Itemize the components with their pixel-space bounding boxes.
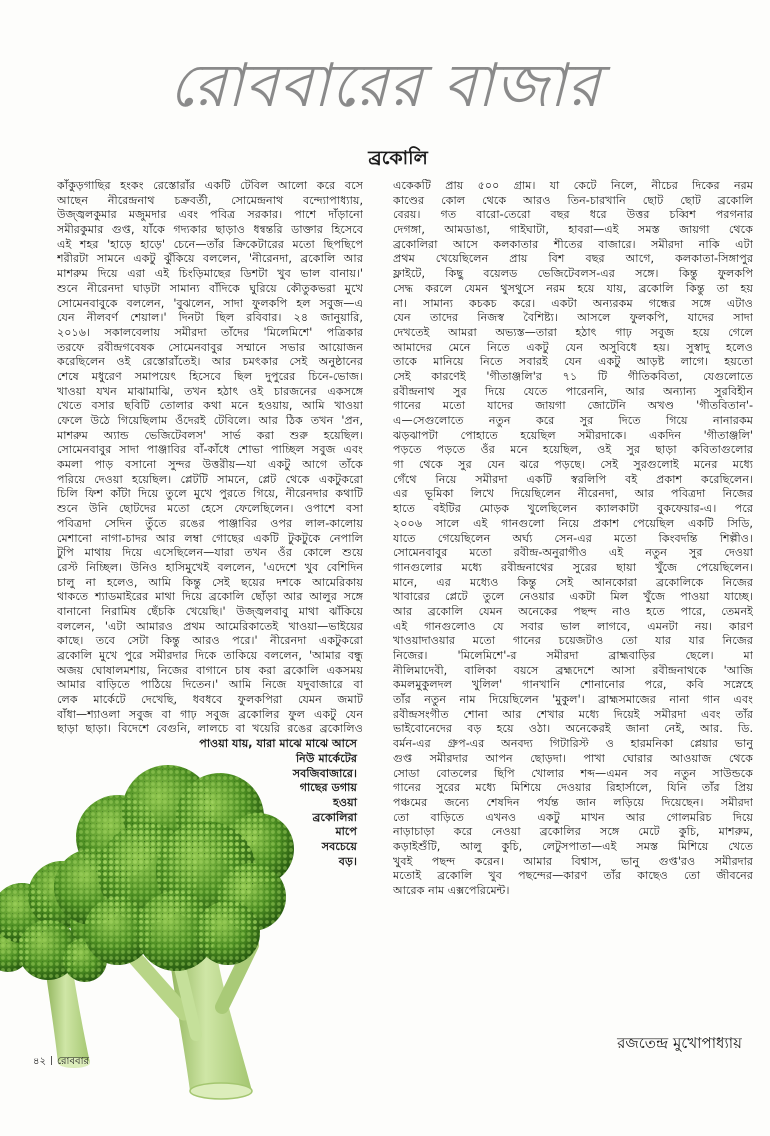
text-line: লেক মার্কেটে দেখেছি, ধবধবে ফুলকপিরা যেমন জমাট bbox=[57, 693, 363, 707]
text-line: রবীন্দ্রসংগীত শোনা আর শেখার মধ্যে দিয়েই সমীরদা এবং তাঁর bbox=[393, 707, 753, 721]
text-line: অজয় ঘোষালমশায়, নিজের বাগানে চাষ করা ব্রকোলি একসময় bbox=[57, 663, 363, 677]
text-line: ঝড়ঝাপটা পোহাতে হয়েছিল সমীরদাকে। একদিন 'গীতাঞ্জলি' bbox=[393, 428, 753, 442]
text-line: বানানো নিরামিষ ছেঁচকি খেয়েছি।' উজ্জ্বলবাবু মাথা ঝাঁকিয়ে bbox=[57, 604, 363, 618]
text-line: পঞ্চমের জন্যে শেষদিন পর্যন্ত জান লড়িয়ে দিয়েছেন। সমীরদা bbox=[393, 795, 753, 809]
text-line: যেন তাদের নিজস্ব বৈশিষ্ট্য। আসলে ফুলকপি, যাদের সাদা bbox=[393, 311, 753, 325]
text-line: সোমেনবাবুর সাদা পাঞ্জাবির বাঁ-কাঁধে শোভা পাচ্ছিল সবুজ এবং bbox=[57, 443, 363, 457]
text-line: সমীরকুমার গুপ্ত, যাঁকে গদ্যকার ছাড়াও ধন্বন্তরি ডাক্তার হিসেবে bbox=[57, 223, 363, 237]
left-column-lines bbox=[57, 179, 363, 737]
text-line: পড়তে পড়তে ওঁর মনে হয়েছিল, ওই সুর ছাড়া কবিতাগুলোর bbox=[393, 443, 753, 457]
text-line: ব্রকোলিরা আসে কলকাতার শীতের বাজারে। সমীরদা নাকি এটা bbox=[393, 237, 753, 251]
text-line: গুপ্ত সমীরদার আপন ছোড়দা। পাখা ঘোরার আওয়াজ থেকে bbox=[393, 751, 753, 765]
text-line: এর ভূমিকা লিখে দিয়েছিলেন নীরেনদা, আর পবিত্রদা নিজের bbox=[393, 487, 753, 501]
text-line: ২০১৬। সকালবেলায় সমীরদা তাঁদের 'মিলেমিশে' পত্রিকার bbox=[57, 325, 363, 339]
text-line: এই গানগুলোও যে সবার ভাল লাগবে, এমনটা নয়। কারণ bbox=[393, 619, 753, 633]
right-column bbox=[393, 179, 753, 899]
text-line: ২০০৬ সালে এই গানগুলো নিয়ে প্রকাশ পেয়েছিল একটি সিডি, bbox=[393, 516, 753, 530]
text-line: সেই কারণেই 'গীতাঞ্জলি'র ৭১ টি গীতিকবিতা, যেগুলোতে bbox=[393, 369, 753, 383]
text-line: বেরয়। গত বারো-তেরো বছর ধরে উত্তর চব্বিশ পরগনার bbox=[393, 208, 753, 222]
text-line-bold: মাপে bbox=[335, 825, 357, 839]
text-line: তরফে রবীন্দ্রগবেষক সোমেনবাবুর সম্মানে সভার আয়োজন bbox=[57, 340, 363, 354]
text-line: একেকটি প্রায় ৫০০ গ্রাম। যা কেটে নিলে, নীচের দিকের নরম bbox=[393, 179, 753, 192]
text-line: কাছে। তবে সেটা কিন্তু আরও পরে।' নীরেনদা একটুকরো bbox=[57, 634, 363, 648]
text-line: খাবারের প্লেটে তুলে নেওয়ার একটা মিল খুঁজে পাওয়া যাচ্ছে। bbox=[393, 590, 753, 604]
text-line: আর ব্রকোলি যেমন অনেকের পছন্দ নাও হতে পারে, তেমনই bbox=[393, 604, 753, 618]
text-line: ব্রকোলি মুখে পুরে সমীরদার দিকে তাকিয়ে বললেন, 'আমার বন্ধু bbox=[57, 649, 363, 662]
text-line: কাণ্ডের কোল থেকে আরও তিন-চারখানি ছোট ছোট ব্রকোলি bbox=[393, 193, 753, 207]
footer-divider bbox=[51, 1056, 52, 1065]
text-line-bold: নিউ মার্কেটের bbox=[295, 751, 357, 765]
text-line: গানগুলোর মধ্যে রবীন্দ্রনাথের সুরের ছায়া খুঁজে পেয়েছিলেন। bbox=[393, 560, 753, 574]
text-line-bold: ব্রকোলিরা bbox=[312, 810, 357, 824]
text-line: দেখতেই আমরা অভ্যস্ত—তারা হঠাৎ গাঢ় সবুজ হয়ে গেলে bbox=[393, 325, 753, 339]
text-line: কমলা পাড় বসানো সুন্দর উত্তরীয়—যা একটু আগে তাঁকে bbox=[57, 458, 363, 472]
text-line: খুবই পছন্দ করেন। আমার বিশ্বাস, ভানু গুপ্ত'রও সমীরদার bbox=[393, 854, 753, 868]
text-line: কড়াইশুঁটি, আলু কুচি, লেটুসপাতা—এই সমস্ত মিশিয়ে খেতে bbox=[393, 839, 753, 853]
text-line: মতোই ব্রকোলি খুব পছন্দের—কারণ তাঁর কাছেও তো জীবনের bbox=[393, 869, 753, 883]
text-line: আছেন নীরেন্দ্রনাথ চক্রবর্তী, সোমেন্দ্রনাথ বন্দ্যোপাধ্যায়, bbox=[57, 193, 363, 207]
text-line: খাওয়াদাওয়ার মতো গানের চয়েজটাও তো যার যার নিজের bbox=[393, 634, 753, 648]
text-line: দেগঙ্গা, আমডাঙা, গাইঘাটা, হাবরা—এই সমস্ত জায়গা থেকে bbox=[393, 223, 753, 237]
text-line: না। সামান্য কচকচ করে। একটা অন্যরকম গন্ধের সঙ্গে এটাও bbox=[393, 296, 753, 310]
left-column bbox=[57, 179, 363, 869]
text-line: নাড়াচাড়া করে নেওয়া ব্রকোলির সঙ্গে মেটে কুচি, মাশরুম, bbox=[393, 825, 753, 839]
text-line: আরেক নাম এক্সপেরিমেন্ট। bbox=[393, 884, 510, 897]
text-line: মেশানো নাগা-চাদর আর লম্বা গোছের একটি টুকটুকে নেপালি bbox=[57, 531, 363, 545]
text-line: ফেলে উঠে গিয়েছিলাম ওঁদেরই টেবিলে। আর ঠিক তখন 'প্রন, bbox=[57, 414, 363, 427]
text-line: এ—সেগুলোতে নতুন করে সুর দিতে গিয়ে নানারকম bbox=[393, 414, 753, 427]
text-line: তো বাড়িতে এখনও একটু মাখন আর গোলমরিচ দিয়ে bbox=[393, 810, 753, 824]
text-line: সোডা বোতলের ছিপি খোলার শব্দ—এমন সব নতুন সাউন্ডকে bbox=[393, 766, 753, 780]
text-line: থাকতে শ্যাডমাইরের মাথা দিয়ে ব্রকোলি ছোঁড়া আর আলুর সঙ্গে bbox=[57, 590, 363, 604]
text-line-bold: সবচেয়ে bbox=[321, 839, 357, 853]
text-line: উজ্জ্বলকুমার মজুমদার এবং পবিত্র সরকার। পাশে দাঁড়ানো bbox=[57, 208, 363, 222]
text-line: টুপি মাথায় দিয়ে এসেছিলেন—যারা তখন ওঁর কোলে শুয়ে bbox=[57, 546, 363, 560]
text-line: আমার বাড়িতে পাঠিয়ে দিতেন।' আমি নিজে যদুবাজারে বা bbox=[57, 678, 363, 692]
text-line: আমাদের মেনে নিতে একটু যেন অসুবিধে হয়। সুস্বাদু হলেও bbox=[393, 340, 753, 354]
text-line: গানের সুরের মধ্যে মিশিয়ে দেওয়ার রিহার্সালে, যিনি তাঁর প্রিয় bbox=[393, 781, 753, 795]
left-column-tail bbox=[57, 737, 363, 869]
text-line: বাঁধা—শ্যাওলা সবুজ বা গাঢ় সবুজ ব্রকোলির ফুল একটু যেন bbox=[57, 707, 363, 721]
text-line-bold: বড়। bbox=[338, 854, 357, 868]
text-line: রবীন্দ্রনাথ সুর দিয়ে যেতে পারেননি, আর অন্যান্য সুরবিহীন bbox=[393, 384, 753, 398]
text-line-bold: হওয়া bbox=[333, 795, 357, 809]
text-line-bold: পাওয়া যায়, যারা মাঝে মাঝে আসে bbox=[199, 737, 357, 751]
text-line: মাশরুম অ্যান্ড ভেজিটেবলস' সার্ভ করা শুরু হয়েছিল। bbox=[57, 428, 363, 442]
text-line: মাশরুম দিয়ে এরা এই চিংড়িমাছের ডিশটা খুব ভাল বানায়।' bbox=[57, 267, 363, 281]
text-line: ছাড়া ছাড়া। বিদেশে বেগুনি, লালচে বা খয়েরি রঙের ব্রকোলিও bbox=[57, 722, 363, 736]
magazine-name: রোববার bbox=[57, 1056, 89, 1067]
text-line: পবিত্রদা সেদিন তুঁতে রঙের পাঞ্জাবির ওপর লাল-কালোয় bbox=[57, 516, 363, 530]
text-line: শুনে উনি ছোটদের মতো হেসে ফেলেছিলেন। ওপাশে বসা bbox=[57, 502, 363, 516]
text-line: শুনে নীরেনদা ঘাড়টা সামান্য বাঁদিকে ঘুরিয়ে কৌতুকভরা মুখে bbox=[57, 281, 363, 295]
text-line: শেষে মধুরেণ সমাপয়েৎ হিসেবে ছিল দুপুরের চিনে-ভোজ। bbox=[57, 369, 363, 383]
text-line: ভাইবোনেদের বড় হয়ে ওঠা। অনেকেরই জানা নেই, আর. ডি. bbox=[393, 722, 753, 736]
author-byline: রজতেন্দ্র মুখোপাধ্যায় bbox=[617, 1034, 742, 1052]
text-line: চিলি ফিশ কাঁটা দিয়ে তুলে মুখে পুরতে গিয়ে, নীরেনদার কথাটি bbox=[57, 487, 363, 501]
text-line: মানে, এর মধ্যেও কিন্তু সেই আনকোরা ব্রকোলিকে নিজের bbox=[393, 575, 753, 589]
text-line: সোমেনবাবুকে বললেন, 'বুঝলেন, সাদা ফুলকপি হল সবুজ—এ bbox=[57, 296, 363, 310]
text-line: যেন নীলবর্ণ শেয়াল।' দিনটা ছিল রবিবার। ২৪ জানুয়ারি, bbox=[57, 311, 363, 325]
text-line: খেতে বসার ছবিটি তোলার কথা মনে হওয়ায়, আমি খাওয়া bbox=[57, 399, 363, 413]
text-line: এই শহর 'হাড়ে হাড়ে' চেনে—তাঁর ক্রিকেটারের মতো ছিপছিপে bbox=[57, 237, 363, 251]
text-line: সোমেনবাবুর মতো রবীন্দ্র-অনুরাগীও এই নতুন সুর দেওয়া bbox=[393, 546, 753, 560]
text-line: গানের মতো যাদের জায়গা জোটেনি অখণ্ড 'গীতবিতান'- bbox=[393, 399, 753, 413]
text-line: তাকে মানিয়ে নিতে সবারই যেন একটু আড়ষ্ট লাগে। হয়তো bbox=[393, 355, 753, 369]
text-line-bold: সবজিবাজারে। bbox=[292, 766, 357, 780]
text-line: কমলমুকুলদল খুলিল' গানখানি শোনানোর পরে, কবি সস্নেহে bbox=[393, 678, 753, 692]
page-number: ৪২ bbox=[33, 1056, 46, 1067]
page-footer bbox=[33, 1055, 89, 1069]
text-line: রেস্ট নিচ্ছিল। উনিও হাসিমুখেই বললেন, 'এদেশে খুব বেশিদিন bbox=[57, 560, 363, 574]
text-line-bold: গাছের ডগায় bbox=[299, 781, 357, 795]
text-line: কাঁকুড়গাছির হংকং রেস্তোরাঁর একটি টেবিল আলো করে বসে bbox=[57, 179, 363, 192]
text-line: বললেন, 'এটা আমারও প্রথম আমেরিকাতেই খাওয়া—ভাইয়ের bbox=[57, 619, 363, 633]
article-title: ব্রকোলি bbox=[368, 147, 428, 169]
text-line: যাতে গেয়েছিলেন অর্ঘ্য সেন-এর মতো কিংবদন্তি শিল্পীও। bbox=[393, 531, 753, 545]
text-line: চালু না হলেও, আমি কিন্তু সেই ছয়ের দশকে আমেরিকায় bbox=[57, 575, 363, 589]
text-line: করেছিলেন ওই রেস্তোরাঁতেই। আর চমৎকার সেই অনুষ্ঠানের bbox=[57, 355, 363, 369]
text-line: নিজের। 'মিলেমিশে'-র সমীরদা ব্রাহ্মবাড়ির ছেলে। মা bbox=[393, 649, 753, 662]
page-title: রোববারের বাজার bbox=[169, 51, 601, 121]
text-line: গা থেকে সুর যেন ঝরে পড়ছে। সেই সুরগুলোই মনের মধ্যে bbox=[393, 458, 753, 472]
text-line: বর্মন-এর গ্রুপ-এর অনবদ্য গিটারিস্ট ও হারমনিকা প্লেয়ার ভানু bbox=[393, 737, 753, 751]
text-line: নীলিমাদেবী, বালিকা বয়সে ব্রহ্মদেশে আসা রবীন্দ্রনাথকে 'আজি bbox=[393, 663, 753, 677]
text-line: সেদ্ধ করলে যেমন থুসথুসে নরম হয়ে যায়, ব্রকোলি কিন্তু তা হয় bbox=[393, 281, 753, 295]
text-line: প্রথম খেয়েছিলেন প্রায় বিশ বছর আগে, কলকাতা-সিঙ্গাপুর bbox=[393, 252, 753, 266]
text-line: শরীরটা সামনে একটু ঝুঁকিয়ে বললেন, 'নীরেনদা, ব্রকোলি আর bbox=[57, 252, 363, 266]
text-line: হাতে বইটির মোড়ক খুলেছিলেন ক্যালকাটা বুকফেয়ার-এ। পরে bbox=[393, 502, 753, 516]
text-line: ফ্লাইটে, কিছু বয়েলড ভেজিটেবলস-এর সঙ্গে। কিন্তু ফুলকপি bbox=[393, 267, 753, 281]
text-line: খাওয়া যখন মাঝামাঝি, তখন হঠাৎ ওই চারজনের একসঙ্গে bbox=[57, 384, 363, 398]
text-line: তাঁর নতুন নাম দিয়েছিলেন 'মুকুল'। ব্রাহ্মসমাজের নানা গান এবং bbox=[393, 693, 753, 707]
text-line: গেঁথে নিয়ে সমীরদা একটি স্বরলিপি বই প্রকাশ করেছিলেন। bbox=[393, 472, 753, 486]
text-line: পরিয়ে দেওয়া হয়েছিল। প্লেটটি সামনে, প্লেট থেকে একটুকরো bbox=[57, 472, 363, 486]
